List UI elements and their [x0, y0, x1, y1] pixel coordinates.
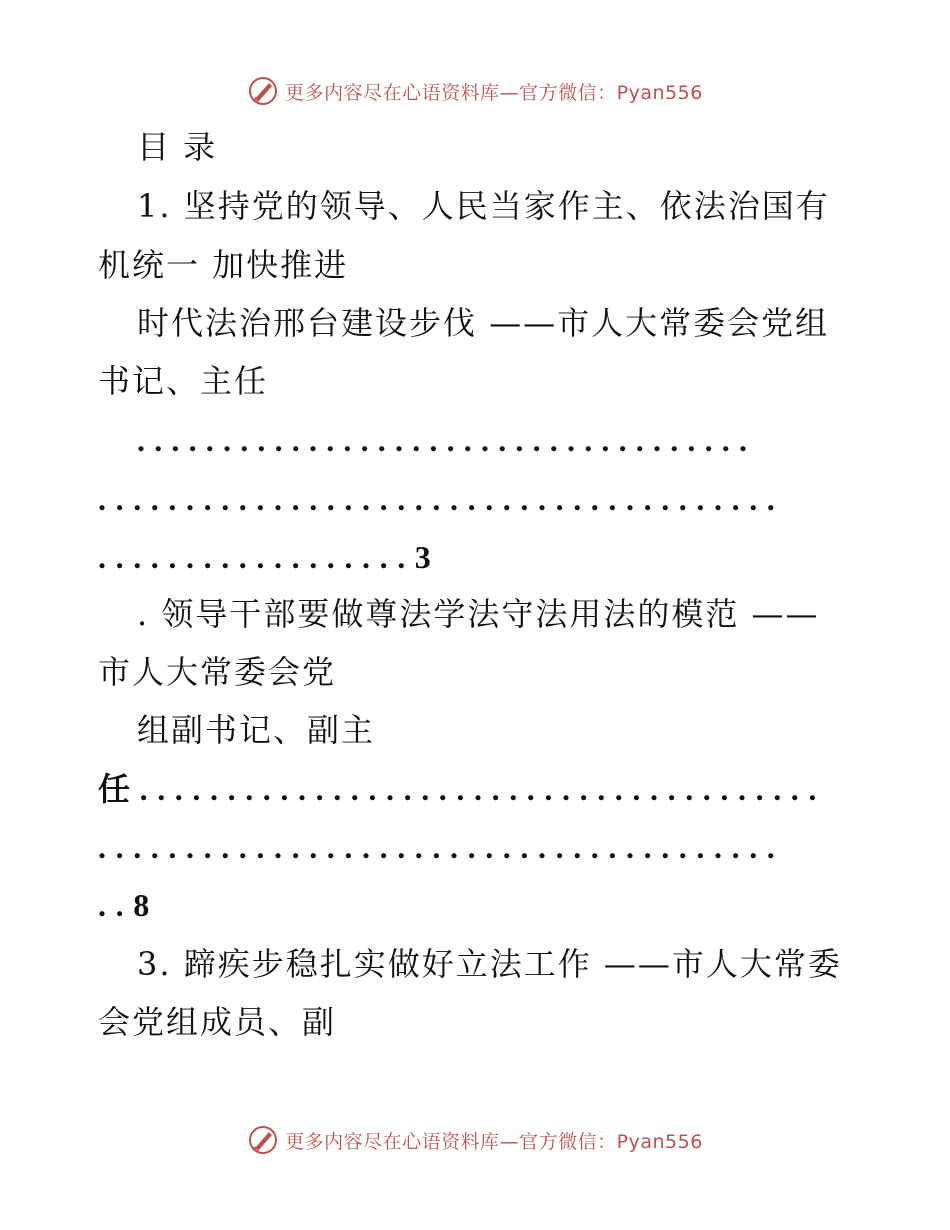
toc-entry-1-page-number: ..................3	[98, 539, 441, 575]
toc-entry-1-line-3: 时代法治邢台建设步伐 ——市人大常委会党组	[137, 304, 830, 342]
toc-entry-1-line-2: 机统一 加快推进	[98, 246, 349, 284]
toc-title: 目 录	[137, 128, 218, 166]
toc-entry-2-leader-dots-2: .......................................	[98, 829, 785, 865]
toc-entry-2-line-2: 市人大常委会党	[98, 653, 337, 691]
toc-entry-2-line-3: 组副书记、副主	[137, 711, 376, 749]
header-banner-text: 更多内容尽在心语资料库—官方微信：Pyan556	[285, 81, 703, 104]
footer-banner-text: 更多内容尽在心语资料库—官方微信：Pyan556	[285, 1130, 703, 1153]
pen-logo-icon	[247, 1124, 279, 1156]
footer-banner	[0, 1120, 950, 1160]
toc-entry-2-page-number: ..8	[98, 887, 159, 923]
toc-entry-2-line-4: 任.......................................	[98, 771, 826, 807]
toc-entry-3-line-1: 3. 蹄疾步稳扎实做好立法工作 ——市人大常委	[137, 945, 842, 983]
toc-entry-3-line-2: 会党组成员、副	[98, 1003, 337, 1041]
toc-entry-1-leader-dots-2: .......................................	[98, 481, 785, 517]
toc-entry-1-line-4: 书记、主任	[98, 362, 269, 400]
toc-entry-2-line-1: . 领导干部要做尊法学法守法用法的模范 ——	[137, 595, 820, 633]
toc-entry-1-line-1: 1. 坚持党的领导、人民当家作主、依法治国有	[137, 187, 830, 225]
toc-entry-1-leader-dots-1: ....................................	[137, 422, 757, 458]
